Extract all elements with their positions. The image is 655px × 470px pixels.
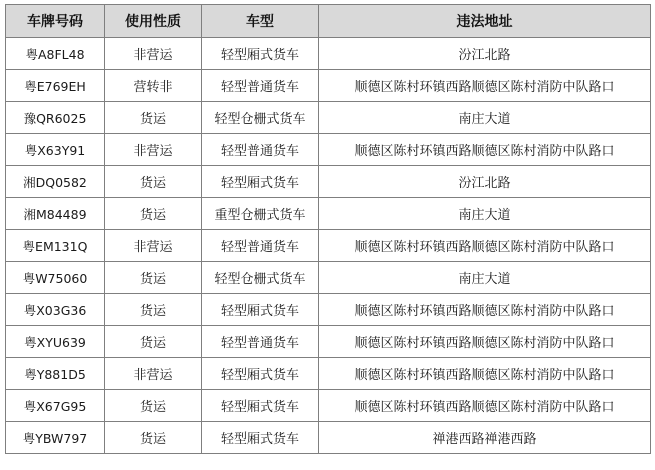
cell-usage: 营转非 — [105, 70, 202, 102]
cell-usage: 货运 — [105, 262, 202, 294]
cell-vehicle-type: 轻型仓栅式货车 — [202, 262, 319, 294]
violation-table-container — [5, 4, 650, 454]
cell-location: 顺德区陈村环镇西路顺德区陈村消防中队路口 — [319, 294, 651, 326]
cell-usage: 货运 — [105, 102, 202, 134]
cell-vehicle-type: 重型仓栅式货车 — [202, 198, 319, 230]
cell-plate: 粤X03G36 — [6, 294, 105, 326]
cell-vehicle-type: 轻型普通货车 — [202, 326, 319, 358]
cell-location: 顺德区陈村环镇西路顺德区陈村消防中队路口 — [319, 70, 651, 102]
cell-vehicle-type: 轻型厢式货车 — [202, 422, 319, 454]
cell-location: 南庄大道 — [319, 102, 651, 134]
cell-location: 顺德区陈村环镇西路顺德区陈村消防中队路口 — [319, 390, 651, 422]
table-row — [6, 70, 651, 102]
cell-plate: 粤XYU639 — [6, 326, 105, 358]
cell-usage: 非营运 — [105, 230, 202, 262]
cell-plate: 粤A8FL48 — [6, 38, 105, 70]
cell-usage: 货运 — [105, 166, 202, 198]
cell-location: 南庄大道 — [319, 198, 651, 230]
cell-plate: 粤X63Y91 — [6, 134, 105, 166]
cell-plate: 粤W75060 — [6, 262, 105, 294]
cell-vehicle-type: 轻型仓栅式货车 — [202, 102, 319, 134]
cell-usage: 货运 — [105, 390, 202, 422]
table-row — [6, 326, 651, 358]
table-row — [6, 38, 651, 70]
cell-location: 顺德区陈村环镇西路顺德区陈村消防中队路口 — [319, 134, 651, 166]
cell-vehicle-type: 轻型普通货车 — [202, 70, 319, 102]
cell-plate: 湘M84489 — [6, 198, 105, 230]
cell-vehicle-type: 轻型厢式货车 — [202, 294, 319, 326]
table-row — [6, 390, 651, 422]
cell-plate: 豫QR6025 — [6, 102, 105, 134]
cell-plate: 粤YBW797 — [6, 422, 105, 454]
cell-usage: 货运 — [105, 294, 202, 326]
cell-vehicle-type: 轻型普通货车 — [202, 134, 319, 166]
header-usage: 使用性质 — [105, 5, 202, 38]
violation-table — [5, 4, 651, 454]
cell-plate: 湘DQ0582 — [6, 166, 105, 198]
cell-location: 南庄大道 — [319, 262, 651, 294]
table-body — [6, 38, 651, 454]
cell-location: 汾江北路 — [319, 38, 651, 70]
cell-location: 禅港西路禅港西路 — [319, 422, 651, 454]
cell-vehicle-type: 轻型厢式货车 — [202, 358, 319, 390]
cell-usage: 非营运 — [105, 358, 202, 390]
table-row — [6, 358, 651, 390]
cell-plate: 粤Y881D5 — [6, 358, 105, 390]
table-row — [6, 422, 651, 454]
table-row — [6, 262, 651, 294]
cell-plate: 粤EM131Q — [6, 230, 105, 262]
header-vehicle-type: 车型 — [202, 5, 319, 38]
cell-usage: 非营运 — [105, 38, 202, 70]
cell-plate: 粤X67G95 — [6, 390, 105, 422]
cell-location: 汾江北路 — [319, 166, 651, 198]
cell-usage: 货运 — [105, 198, 202, 230]
header-plate: 车牌号码 — [6, 5, 105, 38]
cell-vehicle-type: 轻型普通货车 — [202, 230, 319, 262]
cell-vehicle-type: 轻型厢式货车 — [202, 38, 319, 70]
cell-usage: 非营运 — [105, 134, 202, 166]
table-row — [6, 198, 651, 230]
cell-location: 顺德区陈村环镇西路顺德区陈村消防中队路口 — [319, 358, 651, 390]
table-row — [6, 166, 651, 198]
cell-location: 顺德区陈村环镇西路顺德区陈村消防中队路口 — [319, 326, 651, 358]
cell-usage: 货运 — [105, 422, 202, 454]
table-row — [6, 102, 651, 134]
table-row — [6, 294, 651, 326]
header-location: 违法地址 — [319, 5, 651, 38]
cell-location: 顺德区陈村环镇西路顺德区陈村消防中队路口 — [319, 230, 651, 262]
cell-vehicle-type: 轻型厢式货车 — [202, 390, 319, 422]
table-header-row — [6, 5, 651, 38]
table-row — [6, 134, 651, 166]
cell-plate: 粤E769EH — [6, 70, 105, 102]
cell-vehicle-type: 轻型厢式货车 — [202, 166, 319, 198]
cell-usage: 货运 — [105, 326, 202, 358]
table-row — [6, 230, 651, 262]
